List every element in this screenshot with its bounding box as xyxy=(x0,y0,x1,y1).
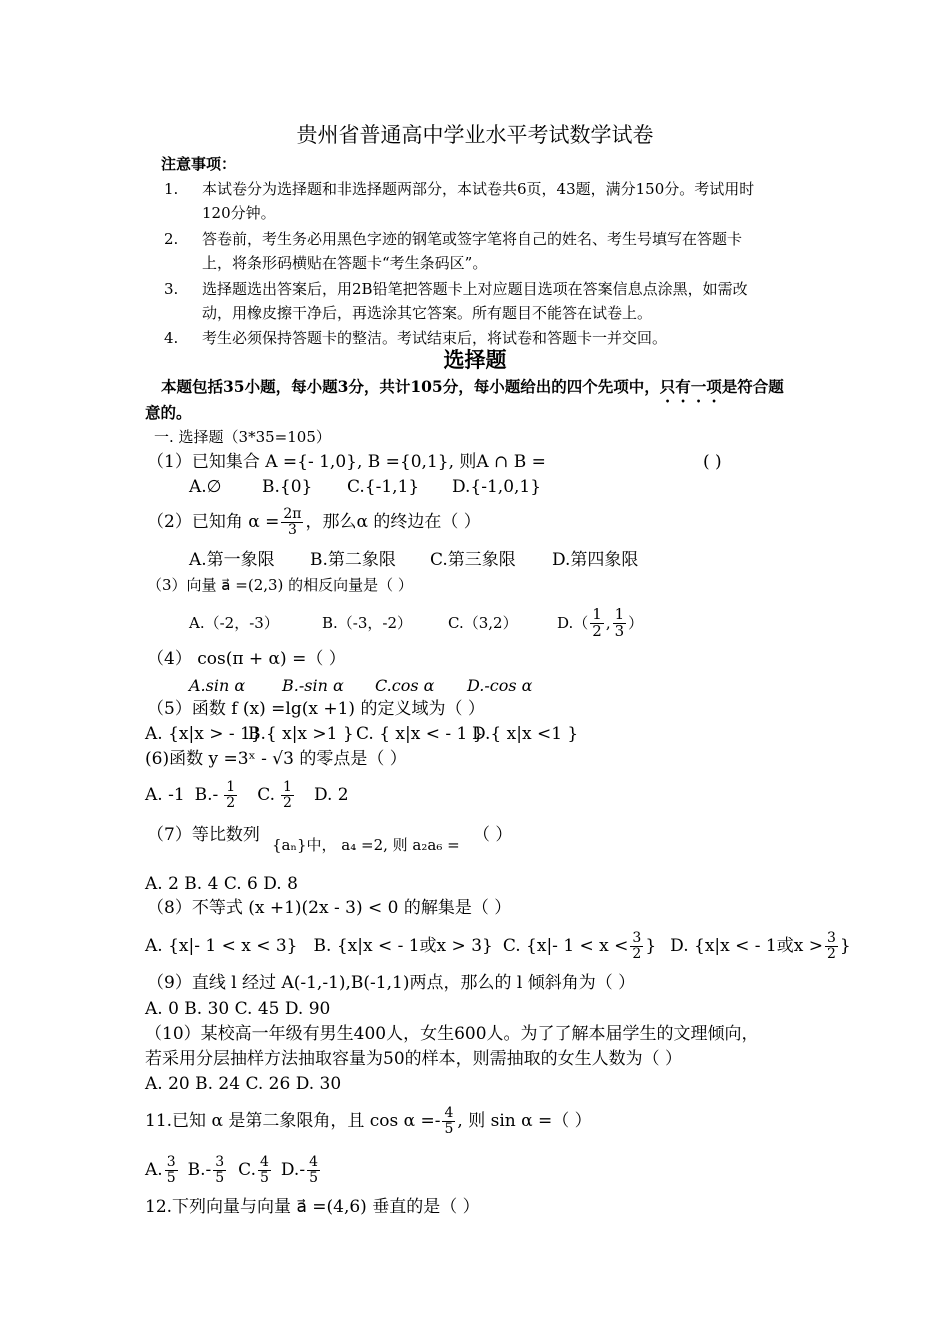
q4-stem: （4） cos(π + α) =（ ） xyxy=(147,649,346,669)
notes-heading: 注意事项： xyxy=(161,155,237,173)
note-1-num: 1. xyxy=(164,180,179,198)
q9-stem: （9）直线 l 经过 A(-1,-1),B(-1,1)两点，那么的 l 倾斜角为（ ） xyxy=(147,973,636,993)
q11-pre: 11.已知 α 是第二象限角，且 cos α =- xyxy=(145,1111,441,1131)
q1-option-c: C.{-1,1} xyxy=(347,477,420,497)
q6-option-b-frac xyxy=(224,780,237,810)
exam-title: 贵州省普通高中学业水平考试数学试卷 xyxy=(296,123,654,147)
q6-option-a: A. -1 xyxy=(145,785,185,805)
q2-num: 2π xyxy=(283,505,302,522)
q6-options xyxy=(145,772,349,818)
q10-line1: （10）某校高一年级有男生400人，女生600人。为了了解本届学生的文理倾向， xyxy=(145,1024,759,1044)
q9-options: A. 0 B. 30 C. 45 D. 90 xyxy=(145,999,331,1019)
q11-b-num: 3 xyxy=(215,1153,225,1170)
q1-option-b: B.{0} xyxy=(262,477,313,497)
q8-option-c-frac xyxy=(630,931,643,961)
q11-c-num: 4 xyxy=(259,1153,269,1170)
q8-d-num: 3 xyxy=(826,929,836,946)
q6-option-c-frac xyxy=(281,780,294,810)
note-2-num: 2. xyxy=(164,230,179,248)
q3-option-d: D.（ $\frac{1}{2}$ , $\frac{1}{3}$ ） xyxy=(557,604,644,640)
q7-options: A. 2 B. 4 C. 6 D. 8 xyxy=(145,874,298,894)
q11-options xyxy=(145,1148,322,1192)
q3-d-d2: 3 xyxy=(614,621,625,640)
q8-c-num: 3 xyxy=(632,929,642,946)
section-intro-a: 本题包括35小题，每小题3分，共计105分，每小题给出的四个先项中， xyxy=(161,377,660,396)
q2-option-c: C.第三象限 xyxy=(430,550,516,570)
q3-option-a: A.（-2，-3） xyxy=(189,614,279,632)
q8-options xyxy=(145,924,851,968)
q7-pre: （7）等比数列 xyxy=(147,825,260,845)
q3-d-n1: 1 xyxy=(592,604,602,623)
q3-d-n2: 1 xyxy=(614,604,625,623)
note-1-line2: 120分钟。 xyxy=(202,204,276,222)
q4-option-d: D.-cos α xyxy=(467,676,533,695)
q3-stem: （3）向量 a⃗ =(2,3) 的相反向量是（ ） xyxy=(147,576,413,594)
q5-option-a: A. {x|x > - 1} xyxy=(145,724,262,744)
q4-option-a: A.sin α xyxy=(189,676,246,695)
q11-post: , 则 sin α =（ ） xyxy=(457,1111,592,1131)
note-3-num: 3. xyxy=(164,280,179,298)
q5-option-c: C. { x|x < - 1 } xyxy=(356,724,484,744)
q6-b-den: 2 xyxy=(226,794,236,811)
note-4-num: 4. xyxy=(164,329,179,347)
q3-d-post: ） xyxy=(628,614,644,632)
q2-pre: （2）已知角 α = xyxy=(147,512,280,532)
note-1-line1: 本试卷分为选择题和非选择题两部分，本试卷共6页，43题，满分150分。考试用时 xyxy=(202,180,755,198)
q3-d-frac1 xyxy=(590,604,604,640)
q8-c-den: 2 xyxy=(632,945,642,962)
note-3-line2: 动，用橡皮擦干净后，再选涂其它答案。所有题目不能答在试卷上。 xyxy=(202,304,653,322)
note-2-line1: 答卷前，考生务必用黑色字迹的钢笔或签字笔将自己的姓名、考生号填写在答题卡 xyxy=(202,230,743,248)
q6-stem: (6)函数 y =3ˣ - √3 的零点是（ ） xyxy=(145,749,407,769)
q10-line2: 若采用分层抽样方法抽取容量为50的样本，则需抽取的女生人数为（ ） xyxy=(145,1049,683,1069)
section-intro-c: 是符合题 xyxy=(721,377,784,396)
q3-option-c: C.（3,2） xyxy=(448,614,518,632)
q11-c-frac xyxy=(258,1155,271,1185)
q1-option-a: A.∅ xyxy=(189,477,222,497)
q6-b-num: 1 xyxy=(226,778,236,795)
q11-a-pre: A. xyxy=(145,1160,163,1180)
q12-stem: 12.下列向量与向量 a⃗ =(4,6) 垂直的是（ ） xyxy=(145,1197,480,1217)
q11-a-num: 3 xyxy=(166,1153,176,1170)
q2-stem xyxy=(147,500,481,544)
note-4-line1: 考生必须保持答题卡的整洁。考试结束后，将试卷和答题卡一并交回。 xyxy=(202,329,668,347)
q8-option-c-post: } xyxy=(645,936,657,956)
q7-paren: （ ） xyxy=(473,825,513,845)
note-3-line1: 选择题选出答案后，用2B铅笔把答题卡上对应题目选项在答案信息点涂黑，如需改 xyxy=(202,280,748,298)
q11-b-den: 5 xyxy=(215,1169,225,1186)
q3-d-frac2 xyxy=(613,604,627,640)
q11-d-num: 4 xyxy=(309,1153,318,1170)
q11-c-pre: C. xyxy=(238,1160,256,1180)
note-2-line2: 上，将条形码横贴在答题卡“考生条码区”。 xyxy=(202,254,488,272)
q8-d-den: 2 xyxy=(826,945,836,962)
q11-num: 4 xyxy=(444,1104,454,1121)
q11-fraction xyxy=(442,1106,455,1136)
q6-option-b-pre: B.- xyxy=(194,785,219,805)
q8-option-d-pre: D. {x|x < - 1或x > xyxy=(670,936,823,956)
q11-b-frac xyxy=(213,1155,226,1185)
q4-option-b: B.-sin α xyxy=(282,676,344,695)
q2-option-b: B.第二象限 xyxy=(310,550,396,570)
q11-a-den: 5 xyxy=(166,1169,176,1186)
q2-option-a: A.第一象限 xyxy=(189,550,275,570)
q1-stem: （1）已知集合 A ={- 1,0}, B ={0,1}, 则A ∩ B = xyxy=(147,452,546,472)
q11-a-frac xyxy=(165,1155,178,1185)
q4-option-c: C.cos α xyxy=(375,676,435,695)
q3-d-d1: 2 xyxy=(592,621,602,640)
q11-d-frac xyxy=(307,1155,320,1185)
q6-c-num: 1 xyxy=(283,778,292,795)
q6-option-d: D. 2 xyxy=(313,785,349,805)
q11-stem xyxy=(145,1098,592,1144)
q8-stem: （8）不等式 (x +1)(2x - 3) < 0 的解集是（ ） xyxy=(147,898,512,918)
section-intro-line1 xyxy=(161,376,784,406)
q2-post: ，那么α 的终边在（ ） xyxy=(305,512,481,532)
q8-option-d-post: } xyxy=(839,936,851,956)
q8-option-d-frac xyxy=(825,931,838,961)
q8-option-b: B. {x|x < - 1或x > 3} xyxy=(313,936,493,956)
q5-option-b: B.{ x|x >1 } xyxy=(248,724,354,744)
section-intro-emphasis: 只有一项 xyxy=(659,377,722,396)
q11-b-pre: B.- xyxy=(187,1160,212,1180)
q11-d-pre: D.- xyxy=(280,1160,306,1180)
section-intro-line2: 意的。 xyxy=(145,403,192,422)
q11-den: 5 xyxy=(444,1120,454,1137)
q5-option-d: D.{ x|x <1 } xyxy=(472,724,579,744)
q6-c-den: 2 xyxy=(283,794,292,811)
q3-option-b: B.（-3，-2） xyxy=(322,614,413,632)
q11-c-den: 5 xyxy=(259,1169,269,1186)
q2-fraction xyxy=(281,507,303,537)
q3-d-pre: D.（ xyxy=(557,614,589,632)
q11-d-den: 5 xyxy=(309,1169,318,1186)
q2-option-d: D.第四象限 xyxy=(552,550,639,570)
q10-options: A. 20 B. 24 C. 26 D. 30 xyxy=(145,1074,342,1094)
q6-option-c-pre: C. xyxy=(257,785,276,805)
section-subtitle: 一. 选择题（3*35=105） xyxy=(154,428,331,446)
q7-mid: {aₙ}中， a₄ =2, 则 a₂a₆ = xyxy=(272,836,460,854)
q2-den: 3 xyxy=(287,521,297,538)
q1-paren: ( ) xyxy=(703,452,722,472)
q1-option-d: D.{-1,0,1} xyxy=(452,477,542,497)
section-title: 选择题 xyxy=(443,347,507,372)
q5-stem: （5）函数 f (x) =lg(x +1) 的定义域为（ ） xyxy=(147,699,485,719)
q8-option-c-pre: C. {x|- 1 < x < xyxy=(502,936,629,956)
q8-option-a: A. {x|- 1 < x < 3} xyxy=(145,936,298,956)
